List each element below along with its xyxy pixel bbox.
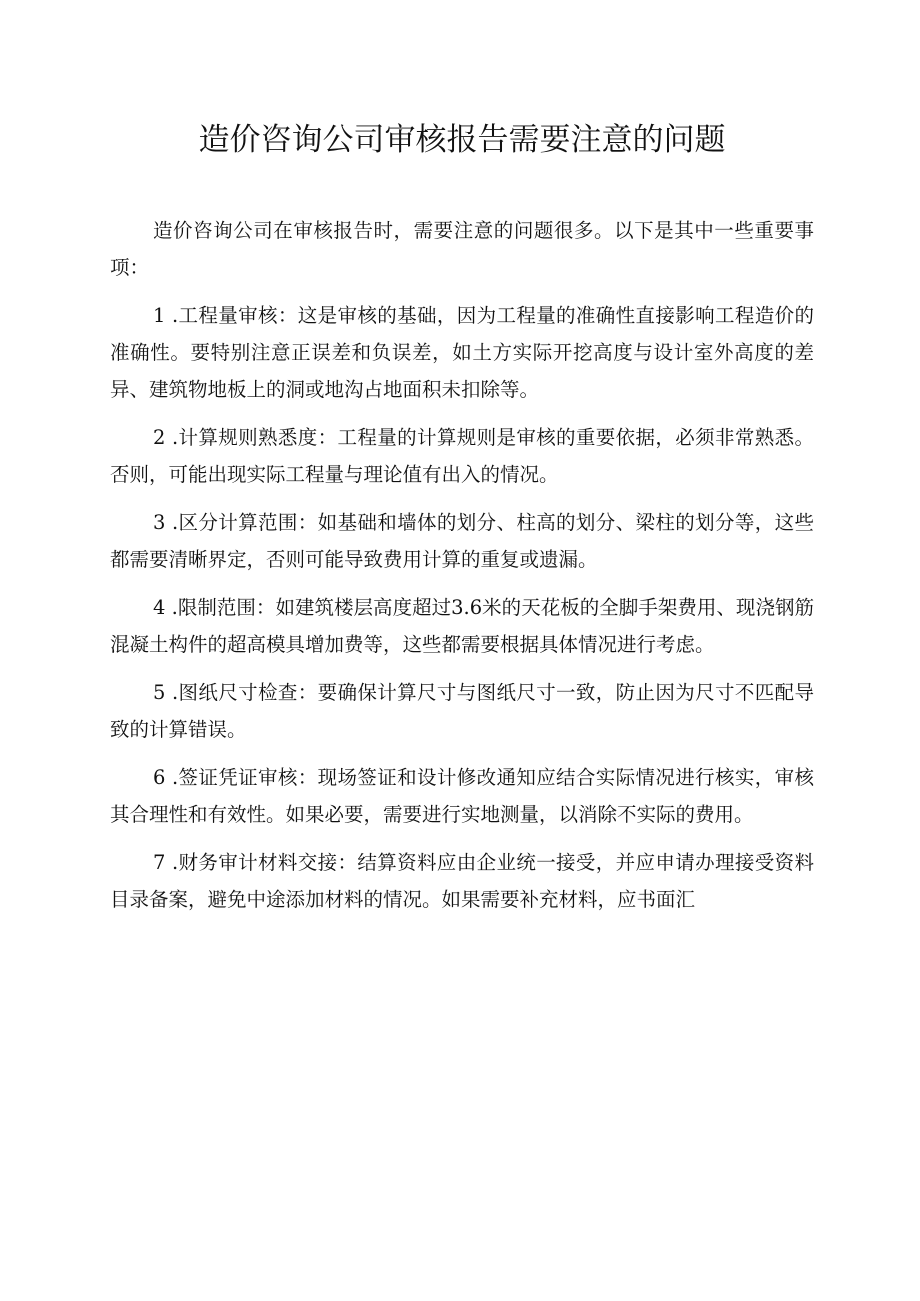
paragraph-item-6: 6 .签证凭证审核：现场签证和设计修改通知应结合实际情况进行核实，审核其合理性和有效性。如果必要，需要进行实地测量，以消除不实际的费用。 bbox=[110, 766, 814, 826]
paragraph-intro: 造价咨询公司在审核报告时，需要注意的问题很多。以下是其中一些重要事项： bbox=[110, 219, 814, 279]
paragraph-item-3: 3 .区分计算范围：如基础和墙体的划分、柱高的划分、梁柱的划分等，这些都需要清晰界定，否则可能导致费用计算的重复或遗漏。 bbox=[110, 511, 814, 571]
paragraph-item-5: 5 .图纸尺寸检查：要确保计算尺寸与图纸尺寸一致，防止因为尺寸不匹配导致的计算错误。 bbox=[110, 681, 814, 741]
document-body bbox=[110, 212, 814, 918]
paragraph-item-2: 2 .计算规则熟悉度：工程量的计算规则是审核的重要依据，必须非常熟悉。否则，可能出现实际工程量与理论值有出入的情况。 bbox=[110, 426, 814, 486]
paragraph-item-4: 4 .限制范围：如建筑楼层高度超过3.6米的天花板的全脚手架费用、现浇钢筋混凝土构件的超高模具增加费等，这些都需要根据具体情况进行考虑。 bbox=[110, 596, 814, 656]
paragraph-item-1: 1 .工程量审核：这是审核的基础，因为工程量的准确性直接影响工程造价的准确性。要特别注意正误差和负误差，如土方实际开挖高度与设计室外高度的差异、建筑物地板上的洞或地沟占地面积未扣除等。 bbox=[110, 304, 814, 401]
document-title: 造价咨询公司审核报告需要注意的问题 bbox=[198, 122, 726, 158]
paragraph-item-7: 7 .财务审计材料交接：结算资料应由企业统一接受，并应申请办理接受资料目录备案，避免中途添加材料的情况。如果需要补充材料，应书面汇 bbox=[110, 851, 814, 911]
